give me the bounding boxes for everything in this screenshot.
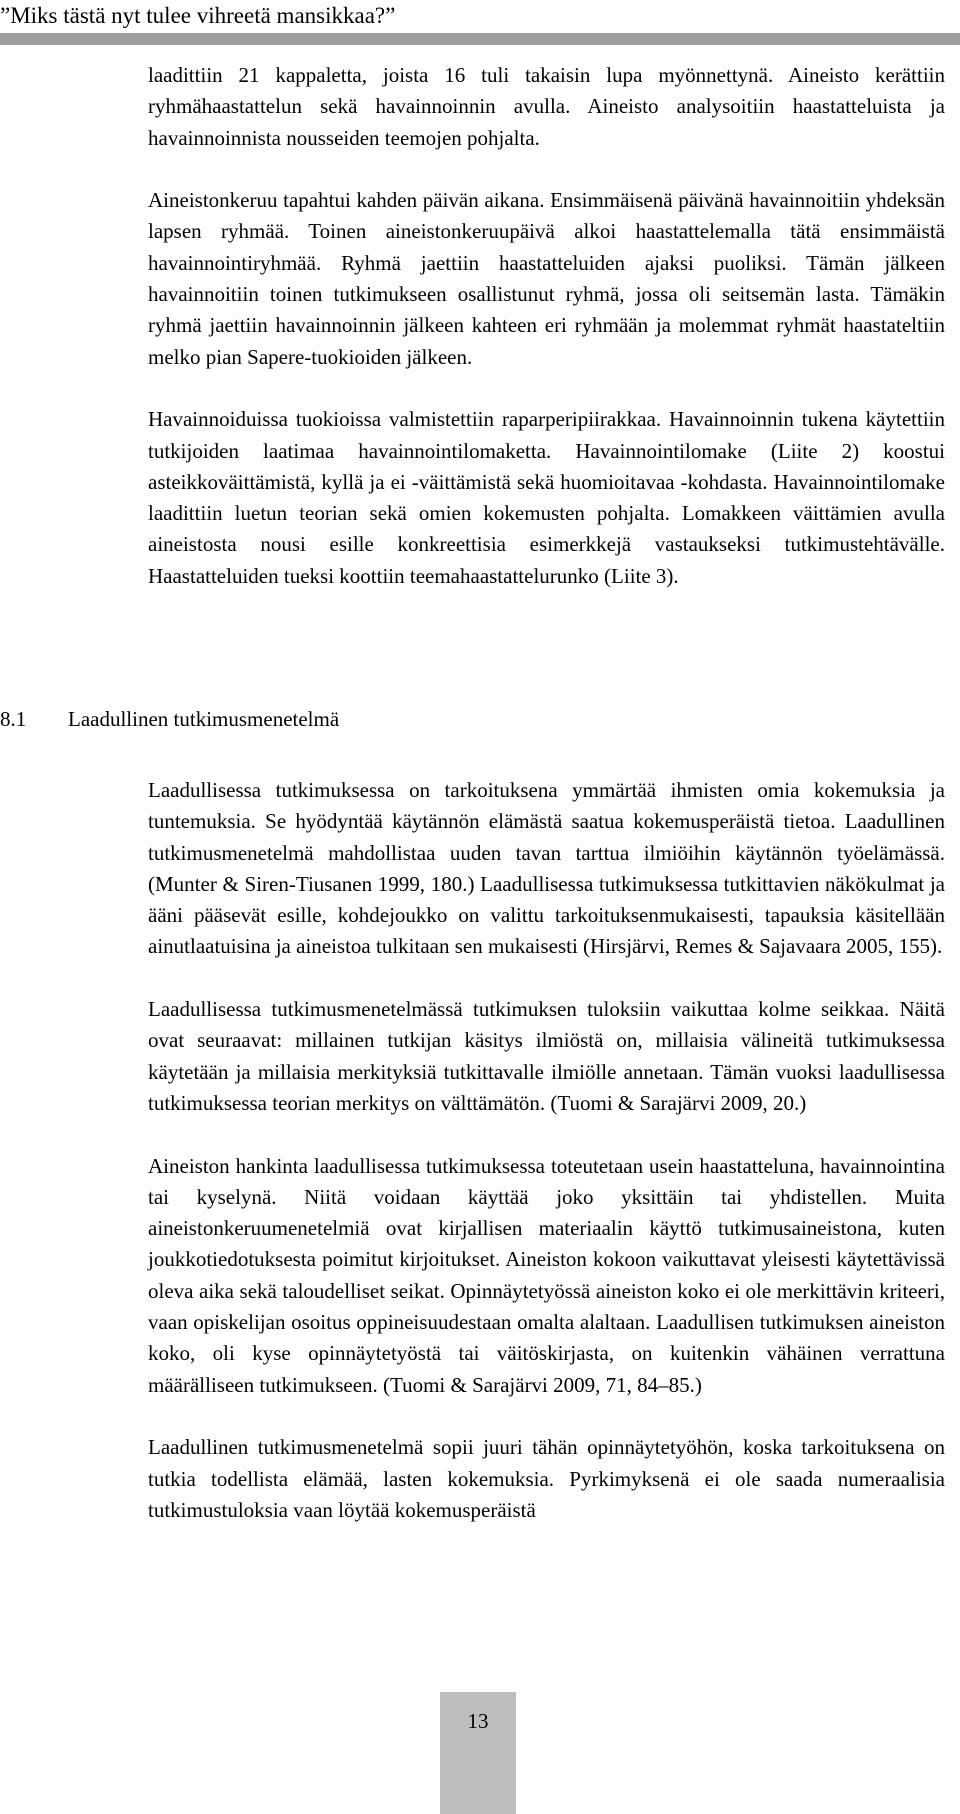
paragraph-gap — [148, 373, 945, 404]
page-number-box — [440, 1692, 516, 1814]
page-number: 13 — [467, 1709, 489, 1733]
header-rule — [0, 33, 960, 45]
paragraph: Laadullinen tutkimusmenetelmä sopii juuri tähän opinnäytetyöhön, koska tarkoituksena on tutkia todellista elämää, lasten kokemuksia. Pyrkimyksenä ei ole saada numeraalisia tutkimustuloksia vaan löytää kokemusperäistä — [148, 1435, 945, 1522]
paragraph-gap — [148, 1401, 945, 1432]
body-text-top — [148, 60, 945, 592]
paragraph-gap — [148, 1119, 945, 1150]
section-number: 8.1 — [0, 707, 27, 731]
paragraph: Laadullisessa tutkimusmenetelmässä tutkimuksen tuloksiin vaikuttaa kolme seikkaa. Näitä ovat seuraavat: millainen tutkijan käsitys ilmiöstä on, millaisia välineitä tutkimuksessa käytetään ja millaisia merkityksiä tutkittavalle ilmiölle annetaan. Tämän vuoksi laadullisessa tutkimuksessa teorian merkitys on välttämätön. (Tuomi & Sarajärvi 2009, 20.) — [148, 997, 945, 1115]
paragraph: Havainnoiduissa tuokioissa valmistettiin raparperipiirakkaa. Havainnoinnin tukena käytettiin tutkijoiden laatimaa havainnointilomaketta. Havainnointilomake (Liite 2) koostui asteikkoväittämistä, kyllä ja ei -väittämistä sekä huomioitavaa -kohdasta. Havainnointilomake laadittiin luetun teorian sekä omien kokemusten pohjalta. Lomakkeen väittämien avulla aineistosta nousi esille konkreettisia esimerkkejä vastaukseksi tutkimustehtävälle. Haastatteluiden tueksi koottiin teemahaastattelurunko (Liite 3). — [148, 407, 945, 588]
paragraph: laadittiin 21 kappaletta, joista 16 tuli takaisin lupa myönnettynä. Aineisto kerättiin ryhmähaastattelun sekä havainnoinnin avulla. Aineisto analysoitiin haastatteluista ja havainnoinnista nousseiden teemojen pohjalta. — [148, 63, 945, 150]
section-heading — [0, 704, 339, 735]
paragraph: Aineiston hankinta laadullisessa tutkimuksessa toteutetaan usein haastatteluna, havainnointina tai kyselynä. Niitä voidaan käyttää joko yksittäin tai yhdistellen. Muita aineistonkeruumenetelmiä ovat kirjallisen materiaalin käyttö tutkimusaineistona, kuten joukkotiedotuksesta poimitut kirjoitukset. Aineiston kokoon vaikuttavat yleisesti käytettävissä oleva aika sekä taloudelliset seikat. Opinnäytetyössä aineiston koko ei ole merkittävin kriteeri, vaan opiskelijan osoitus oppineisuudestaan omalta alaltaan. Laadullisen tutkimuksen aineiston koko, oli kyse opinnäytetyöstä tai väitöskirjasta, on kuitenkin vähäinen verrattuna määrälliseen tutkimukseen. (Tuomi & Sarajärvi 2009, 71, 84–85.) — [148, 1153, 945, 1397]
paragraph-gap — [148, 154, 945, 185]
paragraph: Aineistonkeruu tapahtui kahden päivän aikana. Ensimmäisenä päivänä havainnoitiin yhdeksän lapsen ryhmää. Toinen aineistonkeruupäivä alkoi haastattelemalla tätä ensimmäistä havainnointiryhmää. Ryhmä jaettiin haastatteluiden ajaksi puoliksi. Tämän jälkeen havainnoitiin toinen tutkimukseen osallistunut ryhmä, jossa oli seitsemän lasta. Tämäkin ryhmä jaettiin havainnoinnin jälkeen kahteen eri ryhmään ja molemmat ryhmät haastateltiin melko pian Sapere-tuokioiden jälkeen. — [148, 188, 945, 369]
running-header-title: ”Miks tästä nyt tulee vihreetä mansikkaa?” — [0, 3, 396, 28]
paragraph: Laadullisessa tutkimuksessa on tarkoituksena ymmärtää ihmisten omia kokemuksia ja tuntemuksia. Se hyödyntää käytännön elämästä saatua kokemusperäistä tietoa. Laadullinen tutkimusmenetelmä mahdollistaa uuden tavan tarttua ilmiöihin käytännön työelämässä. (Munter & Siren-Tiusanen 1999, 180.) Laadullisessa tutkimuksessa tutkittavien näkökulmat ja ääni pääsevät esille, kohdejoukko on valittu tarkoituksenmukaisesti, tapauksia käsitellään ainutlaatuisina ja aineistoa tulkitaan sen mukaisesti (Hirsjärvi, Remes & Sajavaara 2005, 155). — [148, 778, 945, 959]
section-title: Laadullinen tutkimusmenetelmä — [68, 707, 340, 731]
body-text-section — [148, 775, 945, 1526]
paragraph-gap — [148, 963, 945, 994]
